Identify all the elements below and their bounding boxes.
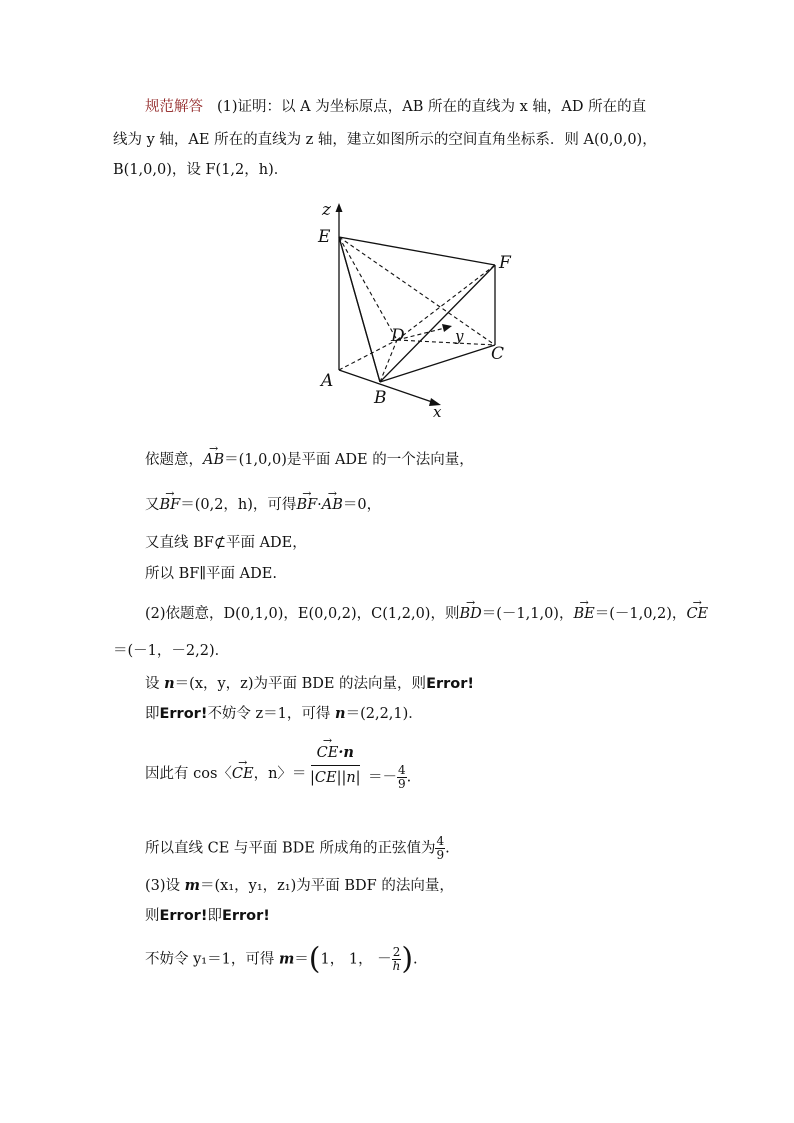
vector-CE: → CE: [232, 764, 254, 784]
cos-value-fraction: [397, 764, 407, 791]
solution-intro-line-3: B(1,0,0)，设 F(1,2，h)．: [113, 162, 289, 178]
edge-BD: [380, 340, 397, 382]
part1-text: ＝0，: [342, 497, 382, 513]
part1-text: ＝(1,0,0)是平面 ADE 的一个法向量，: [224, 452, 474, 468]
part3-line-2: [145, 906, 270, 926]
label-x: x: [433, 403, 442, 421]
sine-text: .: [445, 840, 450, 857]
z-axis-arrow: [336, 203, 343, 212]
part3-text: 1， 1， －: [320, 951, 392, 968]
fraction-denominator: h: [392, 959, 401, 973]
dot-operator: ·: [317, 497, 322, 513]
vector-m: m: [278, 950, 295, 968]
part3-text: ＝: [294, 951, 309, 968]
m-component-fraction: [392, 946, 402, 973]
edge-DC: [397, 340, 495, 345]
intro-text-1: (1)证明：以 A 为坐标原点，AB 所在的直线为 x 轴，AD 所在的直: [217, 99, 647, 115]
solution-intro-line-1: [145, 97, 646, 117]
part1-line-3: 又直线 BF⊄平面 ADE，: [145, 535, 307, 551]
cos-denominator: |CE||n|: [310, 770, 361, 786]
cos-numerator: [311, 744, 360, 766]
y-axis-arrow: [442, 324, 452, 332]
label-F: F: [499, 253, 511, 273]
vector-AB: → AB: [203, 450, 224, 470]
part2-text: 不妨令 z＝1，可得: [207, 706, 336, 722]
edge-ED: [339, 237, 397, 340]
label-E: E: [318, 227, 331, 247]
part2-text: (2)依题意，D(0,1,0)，E(0,0,2)，C(1,2,0)，则: [145, 606, 460, 622]
vector-AB: → AB: [322, 495, 343, 515]
label-y: y: [455, 327, 464, 345]
error-field: Error!: [159, 908, 208, 924]
part2-line-2: ＝(－1，－2,2)．: [113, 643, 230, 659]
cos-result: [368, 764, 411, 791]
label-A: A: [321, 371, 334, 391]
part3-text: .: [413, 951, 418, 968]
cos-text: ，n〉＝: [253, 766, 307, 782]
part2-line-4: [145, 704, 423, 724]
error-field: Error!: [221, 908, 270, 924]
error-field: Error!: [426, 676, 474, 692]
sine-text: 所以直线 CE 与平面 BDE 所成角的正弦值为: [145, 840, 436, 857]
part3-text: ＝(x₁，y₁，z₁)为平面 BDF 的法向量，: [200, 878, 454, 894]
part3-line-1: [145, 876, 454, 896]
right-paren: ): [401, 941, 414, 977]
part3-text: 则: [145, 908, 160, 924]
vector-m: m: [184, 877, 200, 894]
error-field: Error!: [159, 706, 208, 722]
fraction-denominator: 9: [436, 848, 445, 862]
edge-AD: [339, 340, 397, 370]
fraction-numerator: 2: [392, 945, 401, 959]
vector-BF: → BF: [296, 495, 317, 515]
fraction-numerator: 4: [398, 763, 406, 777]
cos-fraction: [310, 744, 361, 786]
vector-BF: → BF: [160, 495, 181, 515]
part2-text: ＝(2,2,1)．: [345, 706, 423, 722]
solution-intro-line-2: 线为 y 轴，AE 所在的直线为 z 轴，建立如图所示的空间直角坐标系．则 A(0,0,0)，: [113, 132, 657, 148]
label-z: z: [322, 200, 331, 220]
part1-text: ＝(0,2，h)，可得: [180, 497, 297, 513]
fraction-numerator: 4: [436, 834, 445, 848]
part1-line-2: [145, 495, 381, 515]
vector-n: ·n: [338, 744, 354, 761]
part1-text: 依题意，: [145, 452, 203, 468]
cos-formula-left: [145, 764, 306, 784]
part3-text: (3)设: [145, 878, 185, 894]
standard-solution-tag: 规范解答: [145, 99, 203, 115]
part3-line-3: [145, 941, 418, 977]
label-D: D: [391, 326, 405, 346]
part2-line-3: [145, 674, 474, 694]
fraction-denominator: 9: [398, 777, 406, 791]
vector-n: n: [335, 705, 346, 722]
cos-text: 因此有 cos〈: [145, 766, 232, 782]
label-C: C: [491, 344, 505, 364]
sine-value-fraction: [435, 835, 445, 862]
part3-text: 即: [207, 908, 222, 924]
part2-text: 即: [145, 706, 160, 722]
part2-line-1: [145, 604, 708, 624]
part1-line-1: [145, 450, 474, 470]
vector-CE: → CE: [686, 604, 708, 624]
vector-n: n: [164, 675, 175, 692]
part2-text: ＝(－1,0,2)，: [594, 606, 687, 622]
part2-text: ＝(x，y，z)为平面 BDE 的法向量，则: [174, 676, 427, 692]
edge-EB-2: [339, 237, 380, 382]
cos-text: .: [406, 769, 412, 786]
part1-text: 又: [145, 497, 160, 513]
part2-text: 设: [145, 676, 165, 692]
edge-EF: [339, 237, 495, 265]
cos-text: ＝－: [368, 769, 397, 786]
part1-line-4: 所以 BF∥平面 ADE.: [145, 566, 277, 582]
part3-text: 不妨令 y₁＝1，可得: [145, 951, 279, 968]
left-paren: (: [308, 941, 321, 977]
vector-BD: → BD: [459, 604, 481, 624]
vector-CE: → CE: [317, 745, 339, 761]
part2-text: ＝(－1,1,0)，: [481, 606, 574, 622]
sine-line: [145, 835, 450, 862]
edge-EC: [339, 237, 495, 345]
edge-BC: [380, 345, 495, 382]
coordinate-figure: [305, 195, 535, 425]
label-B: B: [374, 388, 387, 408]
edge-BF: [380, 265, 495, 382]
vector-BE: → BE: [573, 604, 594, 624]
